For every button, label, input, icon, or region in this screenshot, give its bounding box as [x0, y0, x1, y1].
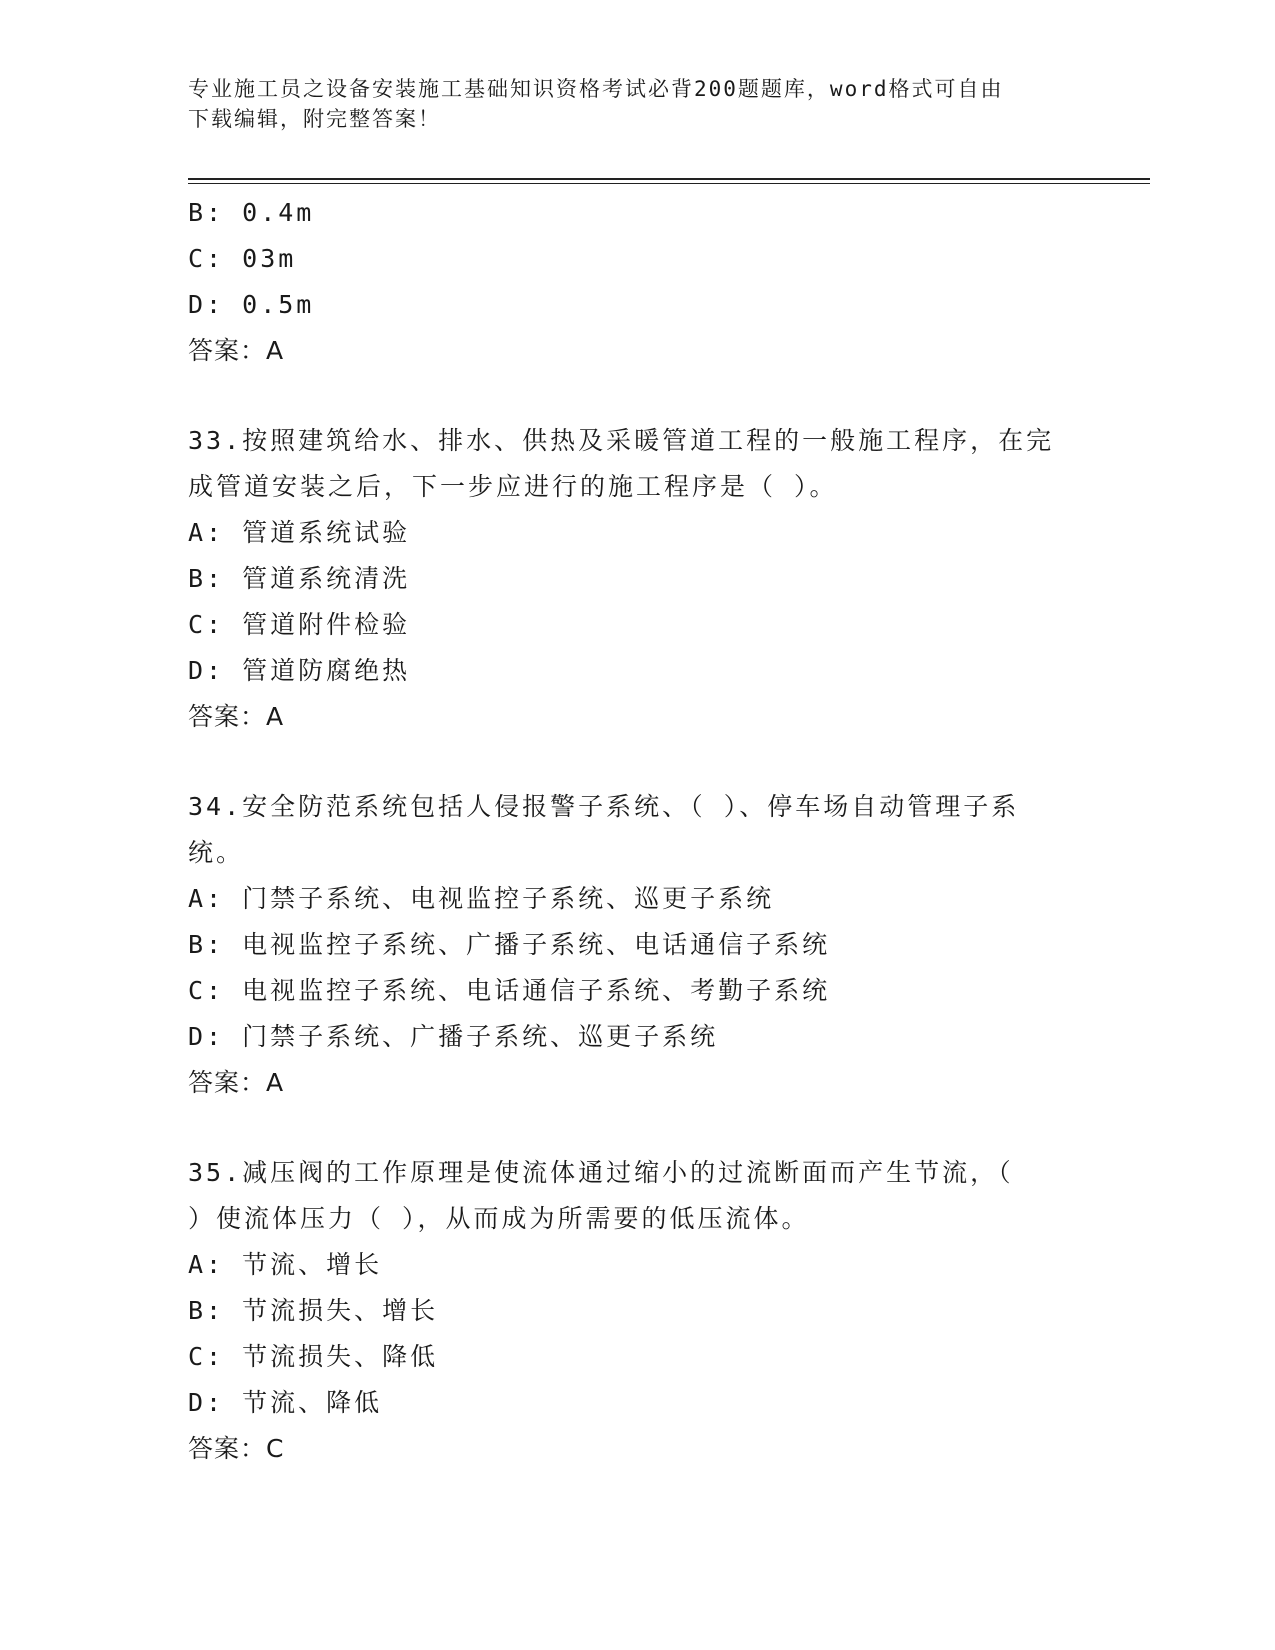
question-35 — [188, 1150, 1088, 1472]
option-a: A: 门禁子系统、电视监控子系统、巡更子系统 — [188, 884, 775, 913]
previous-question-tail — [188, 190, 1088, 374]
option-c: C: 管道附件检验 — [188, 610, 411, 639]
answer: 答案：C — [188, 1434, 285, 1463]
question-content — [188, 190, 1088, 1472]
spacer — [188, 1106, 1088, 1150]
option-b: B: 节流损失、增长 — [188, 1296, 439, 1325]
option-c: C: 电视监控子系统、电话通信子系统、考勤子系统 — [188, 976, 831, 1005]
question-stem-line-1: 33.按照建筑给水、排水、供热及采暖管道工程的一般施工程序，在完 — [188, 426, 1055, 455]
spacer — [188, 374, 1088, 418]
spacer — [188, 740, 1088, 784]
answer: 答案：A — [188, 702, 285, 731]
question-stem-line-1: 34.安全防范系统包括人侵报警子系统、（ ）、停车场自动管理子系 — [188, 792, 1020, 821]
option-d: D: 门禁子系统、广播子系统、巡更子系统 — [188, 1022, 719, 1051]
document-header — [188, 74, 1068, 134]
question-33 — [188, 418, 1088, 740]
question-stem-line-2: ）使流体压力（ ），从而成为所需要的低压流体。 — [188, 1204, 810, 1233]
option-c: C: 03m — [188, 244, 297, 273]
question-stem-line-2: 成管道安装之后，下一步应进行的施工程序是（ ）。 — [188, 472, 838, 501]
option-b: B: 电视监控子系统、广播子系统、电话通信子系统 — [188, 930, 831, 959]
option-d: D: 管道防腐绝热 — [188, 656, 411, 685]
option-d: D: 0.5m — [188, 290, 315, 319]
option-b: B: 0.4m — [188, 198, 315, 227]
option-d: D: 节流、降低 — [188, 1388, 383, 1417]
question-stem-line-1: 35.减压阀的工作原理是使流体通过缩小的过流断面而产生节流，（ — [188, 1158, 1014, 1187]
answer: 答案：A — [188, 1068, 285, 1097]
option-a: A: 管道系统试验 — [188, 518, 411, 547]
question-34 — [188, 784, 1088, 1106]
header-title-line-1: 专业施工员之设备安装施工基础知识资格考试必背200题题库，word格式可自由 — [188, 77, 1004, 101]
header-divider-thick — [188, 178, 1150, 180]
header-divider-thin — [188, 183, 1150, 184]
option-a: A: 节流、增长 — [188, 1250, 383, 1279]
option-b: B: 管道系统清洗 — [188, 564, 411, 593]
answer: 答案：A — [188, 336, 285, 365]
header-title-line-2: 下载编辑，附完整答案！ — [188, 107, 441, 131]
question-stem-line-2: 统。 — [188, 838, 245, 867]
option-c: C: 节流损失、降低 — [188, 1342, 439, 1371]
